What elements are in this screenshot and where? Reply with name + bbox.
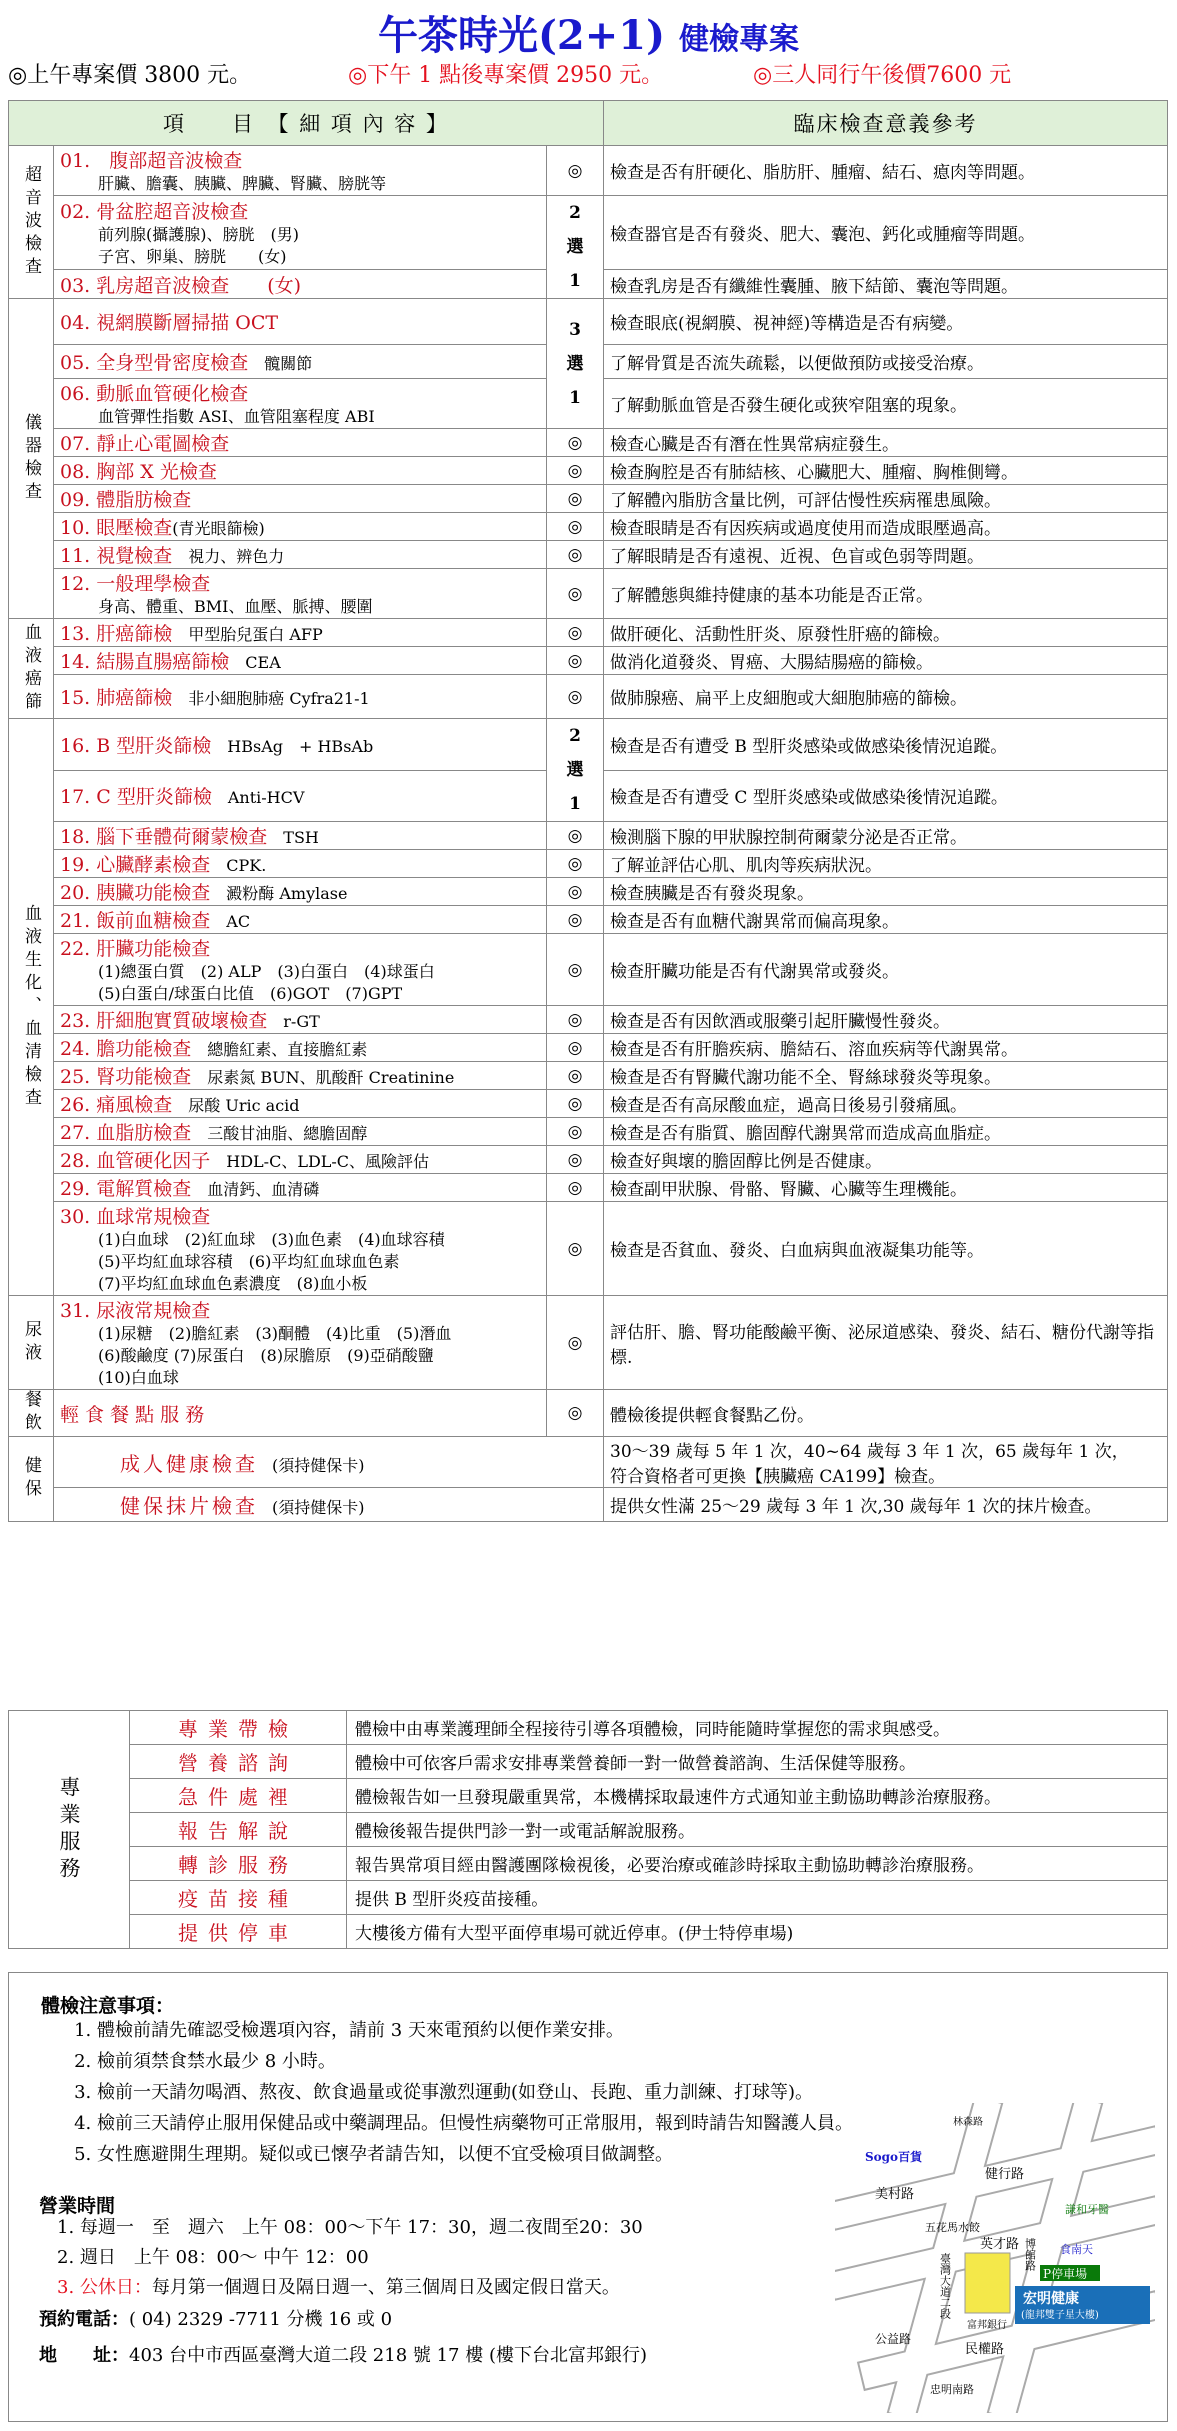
exam-meaning: 檢查眼睛是否有因疾病或過度使用而造成眼壓過高。 — [604, 513, 1168, 541]
exam-item-name: 21. 飯前血糖檢查 — [60, 910, 211, 932]
exam-item-name: 10. 眼壓檢查 — [60, 517, 173, 539]
exam-row — [9, 878, 1168, 906]
exam-row — [9, 619, 1168, 647]
exam-item-name: 20. 胰臟功能檢查 — [60, 882, 211, 904]
insurance-item: 健保抹片檢查 (須持健保卡) — [54, 1488, 604, 1522]
hours-sunday: 2. 週日 上午 08：00～ 中午 12：00 — [57, 2247, 369, 2268]
exam-item-name: 27. 血脂肪檢查 — [60, 1122, 192, 1144]
included-mark: ◎ — [547, 878, 604, 906]
exam-item — [54, 1390, 547, 1437]
exam-meaning: 檢查副甲狀腺、骨骼、腎臟、心臟等生理機能。 — [604, 1174, 1168, 1202]
exam-item-name: 14. 結腸直腸癌篩檢 — [60, 651, 230, 673]
exam-item — [54, 770, 547, 822]
exam-row — [9, 569, 1168, 619]
exam-meaning: 了解動脈血管是否發生硬化或狹窄阻塞的現象。 — [604, 379, 1168, 429]
insurance-desc: 提供女性滿 25～29 歲每 3 年 1 次,30 歲每年 1 次的抹片檢查。 — [604, 1488, 1168, 1522]
exam-meaning: 做消化道發炎、胃癌、大腸結腸癌的篩檢。 — [604, 647, 1168, 675]
exam-row — [9, 513, 1168, 541]
service-name: 轉診服務 — [130, 1847, 347, 1881]
exam-row — [9, 1146, 1168, 1174]
exam-item-sub: (5)白蛋白/球蛋白比值 (6)GOT (7)GPT — [98, 984, 403, 1003]
exam-item — [54, 1174, 547, 1202]
exam-item-detail: 總膽紅素、直接膽紅素 — [191, 1040, 368, 1059]
included-mark: ◎ — [547, 485, 604, 513]
included-mark: ◎ — [547, 906, 604, 934]
service-desc: 提供 B 型肝炎疫苗接種。 — [347, 1881, 1168, 1915]
exam-item-detail: Anti-HCV — [211, 788, 305, 808]
included-mark: ◎ — [547, 513, 604, 541]
exam-row — [9, 1174, 1168, 1202]
exam-meaning: 檢查胸腔是否有肺結核、心臟肥大、腫瘤、胸椎側彎。 — [604, 457, 1168, 485]
exam-item-detail: 尿酸 Uric acid — [172, 1096, 300, 1115]
exam-item-detail: 血清鈣、血清磷 — [191, 1180, 320, 1199]
insurance-desc: 30～39 歲每 5 年 1 次，40~64 歲每 3 年 1 次，65 歲每年 1 次， 符合資格者可更換【胰臟癌 CA199】檢查。 — [604, 1437, 1168, 1488]
exam-item-detail: CEA — [229, 653, 281, 672]
exam-meaning: 檢查乳房是否有纖維性囊腫、腋下結節、囊泡等問題。 — [604, 270, 1168, 299]
exam-item — [54, 1090, 547, 1118]
service-name: 急件處裡 — [130, 1779, 347, 1813]
insurance-row — [9, 1437, 1168, 1488]
note-item: 2. 檢前須禁食禁水最少 8 小時。 — [97, 2046, 1057, 2077]
service-row — [9, 1813, 1168, 1847]
exam-meaning: 檢測腦下腺的甲狀腺控制荷爾蒙分泌是否正常。 — [604, 822, 1168, 850]
selection-rule: 2 選 1 — [547, 196, 604, 299]
exam-item-name: 02. 骨盆腔超音波檢查 — [60, 201, 249, 224]
included-mark: ◎ — [547, 1062, 604, 1090]
category-urine: 尿液 — [9, 1296, 54, 1390]
exam-item-detail: (青光眼篩檢) — [172, 519, 265, 538]
exam-item — [54, 934, 547, 1006]
exam-item — [54, 675, 547, 719]
note-item: 1. 體檢前請先確認受檢選項內容，請前 3 天來電預約以便作業安排。 — [97, 2015, 1057, 2046]
exam-item-name: 16. B 型肝炎篩檢 — [60, 734, 212, 757]
note-item: 3. 檢前一天請勿喝酒、熬夜、飲食過量或從事激烈運動(如登山、長跑、重力訓練、打球等)。 — [97, 2077, 1057, 2108]
exam-item-name: 22. 肝臟功能檢查 — [60, 938, 211, 960]
service-row — [9, 1779, 1168, 1813]
exam-item-name: 03. 乳房超音波檢查 (女) — [60, 274, 302, 297]
selection-rule: 3 選 1 — [547, 299, 604, 429]
exam-item-sub: (1)白血球 (2)紅血球 (3)血色素 (4)血球容積 — [98, 1230, 445, 1249]
category-ultrasound: 超音波檢查 — [9, 146, 54, 299]
exam-row — [9, 1062, 1168, 1090]
exam-row — [9, 906, 1168, 934]
exam-item — [54, 541, 547, 569]
exam-row — [9, 719, 1168, 771]
notes-heading: 體檢注意事項： — [41, 1995, 175, 2017]
exam-item — [54, 1034, 547, 1062]
exam-item — [54, 1118, 547, 1146]
included-mark: ◎ — [547, 934, 604, 1006]
exam-item — [54, 457, 547, 485]
hours-heading: 營業時間 — [39, 2195, 116, 2217]
exam-item-sub: 肝臟、膽囊、胰臟、脾臟、腎臟、膀胱等 — [98, 174, 387, 193]
exam-item — [54, 1296, 547, 1390]
exam-item — [54, 850, 547, 878]
exam-row — [9, 196, 1168, 270]
address-line: 地 址：403 台中市西區臺灣大道二段 218 號 17 樓 (樓下台北富邦銀行) — [39, 2345, 647, 2366]
included-mark: ◎ — [547, 569, 604, 619]
service-row — [9, 1915, 1168, 1949]
included-mark: ◎ — [547, 822, 604, 850]
insurance-row — [9, 1488, 1168, 1522]
exam-item-name: 28. 血管硬化因子 — [60, 1150, 211, 1172]
exam-row — [9, 1090, 1168, 1118]
exam-item-sub: (1)尿糖 (2)膽紅素 (3)酮體 (4)比重 (5)潛血 — [98, 1324, 452, 1343]
exam-item — [54, 878, 547, 906]
category-meal: 餐飲 — [9, 1390, 54, 1437]
exam-meaning: 檢查是否有腎臟代謝功能不全、腎絲球發炎等現象。 — [604, 1062, 1168, 1090]
exam-item — [54, 485, 547, 513]
exam-item-name: 29. 電解質檢查 — [60, 1178, 192, 1200]
exam-item — [54, 1202, 547, 1296]
category-instrument: 儀器檢查 — [9, 299, 54, 619]
phone-line: 預約電話：( 04) 2329 -7711 分機 16 或 0 — [39, 2309, 393, 2330]
exam-item-name: 18. 腦下垂體荷爾蒙檢查 — [60, 826, 268, 848]
exam-item — [54, 299, 547, 345]
exam-item-name: 07. 靜止心電圖檢查 — [60, 433, 230, 455]
service-desc: 大樓後方備有大型平面停車場可就近停車。(伊士特停車場) — [347, 1915, 1168, 1949]
service-desc: 體檢後報告提供門診一對一或電話解說服務。 — [347, 1813, 1168, 1847]
exam-row — [9, 647, 1168, 675]
header-items: 項 目 【 細 項 內 容 】 — [9, 101, 604, 146]
exam-item-detail: CPK. — [210, 856, 267, 875]
exam-item-sub: (6)酸鹼度 (7)尿蛋白 (8)尿膽原 (9)亞硝酸鹽 — [98, 1346, 434, 1365]
exam-item-detail: 甲型胎兒蛋白 AFP — [172, 625, 323, 644]
map-road-zhongming: 忠明南路 — [930, 2383, 974, 2396]
exam-meaning: 檢查心臟是否有潛在性異常病症發生。 — [604, 429, 1168, 457]
afternoon-price: ◎下午 1 點後專案價 2950 元。 — [348, 63, 664, 88]
exam-meaning: 檢查是否有血糖代謝異常而偏高現象。 — [604, 906, 1168, 934]
map-road-yingcai: 英才路 — [980, 2237, 1020, 2252]
category-cancer: 血液癌篩 — [9, 619, 54, 719]
exam-meaning: 體檢後提供輕食餐點乙份。 — [604, 1390, 1168, 1437]
exam-meaning: 檢查肝臟功能是否有代謝異常或發炎。 — [604, 934, 1168, 1006]
exam-item-name: 04. 視網膜斷層掃描 OCT — [60, 312, 279, 334]
group-price: ◎三人同行午後價7600 元 — [753, 63, 1012, 88]
service-row — [9, 1881, 1168, 1915]
exam-meaning: 檢查是否有遭受 C 型肝炎感染或做感染後情況追蹤。 — [604, 770, 1168, 822]
exam-item — [54, 719, 547, 771]
map-shop-restaurant: 食南天 — [1060, 2243, 1093, 2256]
exam-row — [9, 541, 1168, 569]
included-mark: ◎ — [547, 1174, 604, 1202]
exam-item-detail: TSH — [267, 828, 319, 847]
exam-item — [54, 270, 547, 299]
exam-item-name: 01. 腹部超音波檢查 — [60, 150, 243, 172]
included-mark: ◎ — [547, 619, 604, 647]
map-road-gongyi: 公益路 — [875, 2332, 912, 2346]
exam-meaning: 評估肝、膽、腎功能酸鹼平衡、泌尿道感染、發炎、結石、糖份代謝等指標. — [604, 1296, 1168, 1390]
exam-meaning: 做肺腺癌、扁平上皮細胞或大細胞肺癌的篩檢。 — [604, 675, 1168, 719]
morning-price: ◎上午專案價 3800 元。 — [8, 63, 252, 88]
notes-box — [8, 1972, 1168, 2422]
exam-item-name: 17. C 型肝炎篩檢 — [60, 786, 212, 809]
exam-item — [54, 1006, 547, 1034]
map-brand: 宏明健康 — [1023, 2291, 1079, 2307]
exam-item-detail: 三酸甘油脂、總膽固醇 — [191, 1124, 368, 1143]
service-name: 提供停車 — [130, 1915, 347, 1949]
category-biochem: 血液生化、血清檢查 — [9, 719, 54, 1296]
exam-row — [9, 429, 1168, 457]
included-mark: ◎ — [547, 850, 604, 878]
service-desc: 體檢報告如一旦發現嚴重異常，本機構採取最速件方式通知並主動協助轉診治療服務。 — [347, 1779, 1168, 1813]
exam-meaning: 檢查是否有高尿酸血症，過高日後易引發痛風。 — [604, 1090, 1168, 1118]
map-road-minquan: 民權路 — [965, 2342, 1005, 2357]
service-name: 疫苗接種 — [130, 1881, 347, 1915]
category-insurance: 健保 — [9, 1437, 54, 1522]
exam-item-sub: (7)平均紅血球血色素濃度 (8)血小板 — [98, 1274, 368, 1293]
exam-item-name: 24. 膽功能檢查 — [60, 1038, 192, 1060]
exam-row — [9, 1006, 1168, 1034]
exam-item-sub: (5)平均紅血球容積 (6)平均紅血球血色素 — [98, 1252, 400, 1271]
exam-item-sub: 前列腺(攝護腺)、膀胱 (男) — [98, 225, 299, 245]
map-shop-dumpling: 五花馬水餃 — [925, 2221, 980, 2234]
exam-item — [54, 1146, 547, 1174]
exam-item-name: 12. 一般理學檢查 — [60, 573, 211, 595]
exam-item-name: 13. 肝癌篩檢 — [60, 623, 173, 645]
exam-row — [9, 1118, 1168, 1146]
included-mark: ◎ — [547, 146, 604, 196]
exam-item — [54, 345, 547, 379]
exam-row — [9, 934, 1168, 1006]
exam-meaning: 了解體態與維持健康的基本功能是否正常。 — [604, 569, 1168, 619]
map-parking: P停車場 — [1043, 2267, 1088, 2281]
exam-item-detail: AC — [210, 912, 251, 931]
services-table — [8, 1710, 1168, 1949]
exam-item — [54, 146, 547, 196]
exam-table — [8, 100, 1168, 1522]
exam-item-sub: 血管彈性指數 ASI、血管阻塞程度 ABI — [98, 407, 375, 426]
exam-item-name: 輕 食 餐 點 服 務 — [60, 1403, 205, 1426]
exam-row — [9, 850, 1168, 878]
exam-item-detail: 視力、辨色力 — [172, 547, 285, 566]
exam-item-name: 31. 尿液常規檢查 — [60, 1300, 211, 1322]
exam-item-sub: (10)白血球 — [98, 1368, 179, 1387]
included-mark: ◎ — [547, 1296, 604, 1390]
included-mark: ◎ — [547, 675, 604, 719]
exam-item-name: 30. 血球常規檢查 — [60, 1206, 211, 1228]
included-mark: ◎ — [547, 541, 604, 569]
service-desc: 體檢中可依客戶需求安排專業營養師一對一做營養諮詢、生活保健等服務。 — [347, 1745, 1168, 1779]
exam-item-name: 06. 動脈血管硬化檢查 — [60, 383, 249, 405]
exam-item-detail: 澱粉酶 Amylase — [210, 884, 348, 903]
exam-row — [9, 1034, 1168, 1062]
location-map — [835, 2103, 1155, 2413]
exam-row — [9, 1202, 1168, 1296]
exam-item — [54, 1062, 547, 1090]
exam-meaning: 檢查是否有因飲酒或服藥引起肝臟慢性發炎。 — [604, 1006, 1168, 1034]
exam-meaning: 檢查是否貧血、發炎、白血病與血液凝集功能等。 — [604, 1202, 1168, 1296]
exam-meaning: 檢查是否有肝膽疾病、膽結石、溶血疾病等代謝異常。 — [604, 1034, 1168, 1062]
exam-meaning: 檢查器官是否有發炎、肥大、囊泡、鈣化或腫瘤等問題。 — [604, 196, 1168, 270]
map-shop-dental: 謙和牙醫 — [1065, 2203, 1109, 2216]
exam-row — [9, 822, 1168, 850]
exam-item-name: 15. 肺癌篩檢 — [60, 687, 173, 709]
included-mark: ◎ — [547, 1006, 604, 1034]
exam-item — [54, 513, 547, 541]
exam-item-name: 08. 胸部 X 光檢查 — [60, 461, 217, 483]
exam-meaning: 做肝硬化、活動性肝炎、原發性肝癌的篩檢。 — [604, 619, 1168, 647]
exam-row — [9, 1296, 1168, 1390]
exam-item-detail: 非小細胞肺癌 Cyfra21-1 — [172, 689, 370, 708]
exam-meaning: 檢查是否有脂質、膽固醇代謝異常而造成高血脂症。 — [604, 1118, 1168, 1146]
exam-meaning: 了解並評估心肌、肌肉等疾病狀況。 — [604, 850, 1168, 878]
exam-item-name: 23. 肝細胞實質破壞檢查 — [60, 1010, 268, 1032]
exam-item — [54, 379, 547, 429]
map-road-linsen: 林森路 — [953, 2117, 983, 2128]
exam-item-name: 25. 腎功能檢查 — [60, 1066, 192, 1088]
exam-item — [54, 906, 547, 934]
note-item: 4. 檢前三天請停止服用保健品或中藥調理品。但慢性病藥物可正常服用，報到時請告知醫護人員。 — [97, 2108, 1057, 2139]
map-road-taiwan: 臺灣大道二段 — [938, 2253, 952, 2319]
map-bank: 富邦銀行 — [967, 2320, 1007, 2331]
included-mark: ◎ — [547, 457, 604, 485]
service-row — [9, 1745, 1168, 1779]
exam-item-detail: HDL-C、LDL-C、風險評估 — [210, 1152, 430, 1171]
service-name: 營養諮詢 — [130, 1745, 347, 1779]
map-road-jianxing: 健行路 — [985, 2167, 1025, 2182]
service-desc: 體檢中由專業護理師全程接待引導各項體檢，同時能隨時掌握您的需求與感受。 — [347, 1711, 1168, 1745]
exam-item — [54, 429, 547, 457]
map-road-boguan: 博館路 — [1023, 2238, 1037, 2271]
exam-meaning: 檢查好與壞的膽固醇比例是否健康。 — [604, 1146, 1168, 1174]
exam-row — [9, 485, 1168, 513]
exam-item-sub: (1)總蛋白質 (2) ALP (3)白蛋白 (4)球蛋白 — [98, 962, 435, 981]
insurance-item: 成人健康檢查 (須持健保卡) — [54, 1437, 604, 1488]
exam-row — [9, 299, 1168, 345]
exam-item-detail: 尿素氮 BUN、肌酸酐 Creatinine — [191, 1068, 455, 1087]
exam-item-name: 11. 視覺檢查 — [60, 545, 173, 567]
exam-item-name: 05. 全身型骨密度檢查 — [60, 352, 249, 374]
exam-row — [9, 457, 1168, 485]
included-mark: ◎ — [547, 1146, 604, 1174]
exam-item-sub: 身高、體重、BMI、血壓、脈搏、腰圍 — [98, 597, 373, 616]
page-title: 午茶時光(2+1) 健檢專案 — [377, 12, 800, 59]
included-mark: ◎ — [547, 429, 604, 457]
exam-item — [54, 619, 547, 647]
exam-meaning: 了解體內脂肪含量比例，可評估慢性疾病罹患風險。 — [604, 485, 1168, 513]
selection-rule: 2 選 1 — [547, 719, 604, 822]
exam-item-name: 19. 心臟酵素檢查 — [60, 854, 211, 876]
service-name: 報告解說 — [130, 1813, 347, 1847]
exam-meaning: 了解眼睛是否有遠視、近視、色盲或色弱等問題。 — [604, 541, 1168, 569]
exam-row — [9, 146, 1168, 196]
exam-row — [9, 1390, 1168, 1437]
exam-item — [54, 569, 547, 619]
exam-item — [54, 647, 547, 675]
exam-item — [54, 196, 547, 270]
exam-item — [54, 822, 547, 850]
service-row — [9, 1847, 1168, 1881]
exam-row — [9, 675, 1168, 719]
hours-closed: 3. 公休日：每月第一個週日及隔日週一、第三個周日及國定假日當天。 — [57, 2277, 620, 2298]
exam-item-detail: HBsAg + HBsAb — [211, 736, 374, 756]
hours-weekday: 1. 每週一 至 週六 上午 08：00～下午 17：30，週二夜間至20：30 — [57, 2217, 643, 2238]
exam-item-detail: 髖關節 — [248, 354, 313, 373]
exam-meaning: 了解骨質是否流失疏鬆，以便做預防或接受治療。 — [604, 345, 1168, 379]
included-mark: ◎ — [547, 1390, 604, 1437]
exam-meaning: 檢查胰臟是否有發炎現象。 — [604, 878, 1168, 906]
exam-item-detail: r-GT — [267, 1012, 320, 1031]
map-road-meicun: 美村路 — [875, 2187, 915, 2202]
included-mark: ◎ — [547, 1118, 604, 1146]
exam-meaning: 檢查是否有遭受 B 型肝炎感染或做感染後情況追蹤。 — [604, 719, 1168, 771]
note-item: 5. 女性應避開生理期。疑似或已懷孕者請告知，以便不宜受檢項目做調整。 — [97, 2139, 1057, 2170]
included-mark: ◎ — [547, 1090, 604, 1118]
exam-item-name: 09. 體脂肪檢查 — [60, 489, 192, 511]
header-meaning: 臨床檢查意義參考 — [604, 101, 1168, 146]
exam-meaning: 檢查眼底(視網膜、視神經)等構造是否有病變。 — [604, 299, 1168, 345]
included-mark: ◎ — [547, 647, 604, 675]
map-sogo: Sogo百貨 — [865, 2150, 923, 2164]
service-name: 專業帶檢 — [130, 1711, 347, 1745]
service-desc: 報告異常項目經由醫護團隊檢視後，必要治療或確診時採取主動協助轉診治療服務。 — [347, 1847, 1168, 1881]
included-mark: ◎ — [547, 1202, 604, 1296]
included-mark: ◎ — [547, 1034, 604, 1062]
hours-list — [57, 2213, 643, 2303]
category-services: 專業服務 — [9, 1711, 130, 1949]
exam-meaning: 檢查是否有肝硬化、脂肪肝、腫瘤、結石、瘜肉等問題。 — [604, 146, 1168, 196]
exam-item-sub: 子宮、卵巢、膀胱 (女) — [98, 247, 287, 267]
exam-item-name: 26. 痛風檢查 — [60, 1094, 173, 1116]
map-brand-sub: (龍邦雙子星大樓) — [1021, 2310, 1099, 2321]
service-row — [9, 1711, 1168, 1745]
